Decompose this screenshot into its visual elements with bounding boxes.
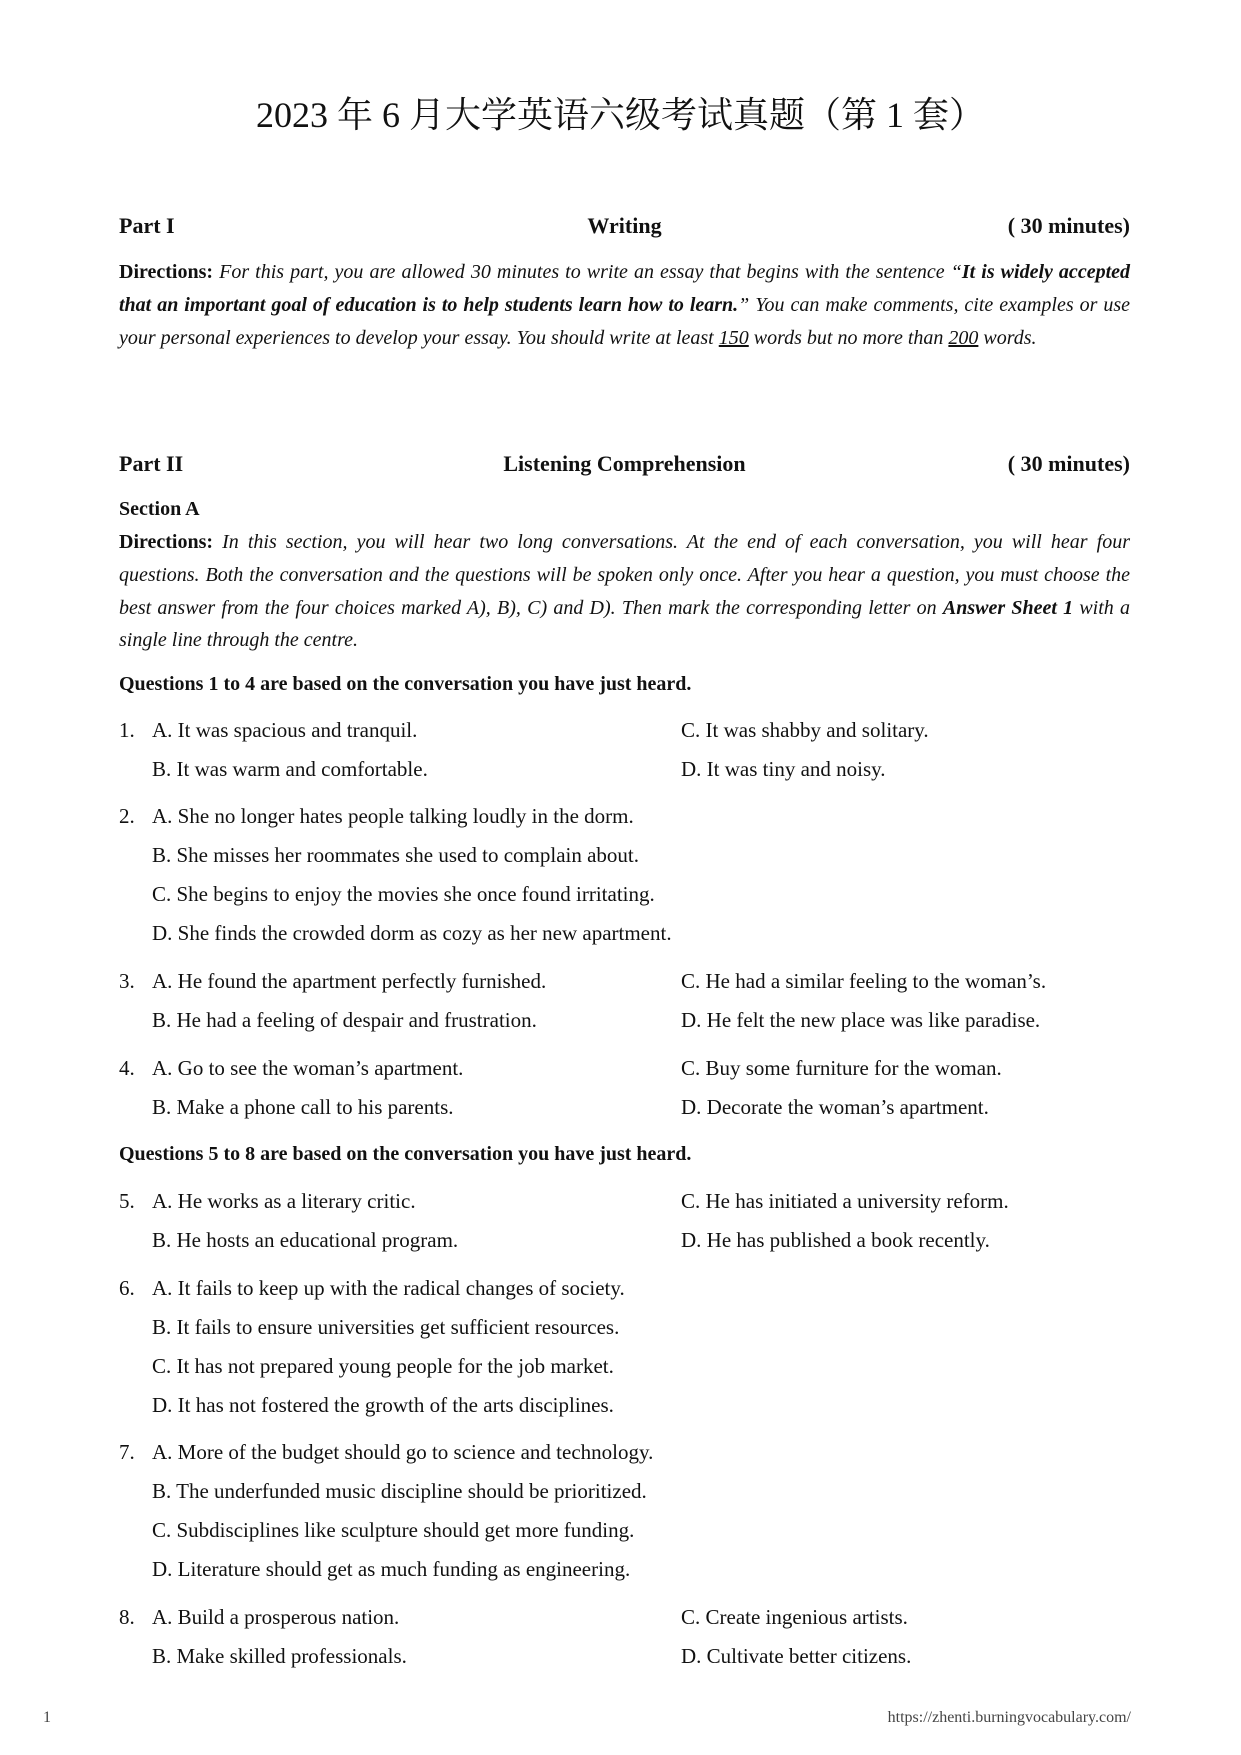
directions-text: ” You can make comments, cite examples or use your personal experiences to develop your essay. You should write at least (119, 293, 1130, 349)
part-1-time: ( 30 minutes) (1007, 213, 1130, 238)
option-c: C. Create ingenious artists. (681, 1605, 908, 1629)
question-group-1-heading: Questions 1 to 4 are based on the conversation you have just heard. (119, 673, 692, 695)
question-number: 8. (119, 1605, 135, 1629)
option-d: D. It has not fostered the growth of the arts disciplines. (152, 1393, 614, 1417)
option-d: D. It was tiny and noisy. (681, 757, 886, 781)
question-number: 4. (119, 1056, 135, 1080)
option-d: D. He felt the new place was like paradise. (681, 1008, 1041, 1032)
part-2-name: Listening Comprehension (503, 451, 746, 476)
option-d: D. Cultivate better citizens. (681, 1644, 912, 1668)
part-2-time: ( 30 minutes) (1007, 451, 1130, 476)
option-a: A. Build a prosperous nation. (152, 1605, 400, 1629)
option-c: C. He has initiated a university reform. (681, 1189, 1009, 1213)
option-a: A. It fails to keep up with the radical changes of society. (152, 1276, 625, 1300)
option-a: A. More of the budget should go to science and technology. (152, 1440, 654, 1464)
part-2-directions (119, 526, 1130, 657)
option-d: D. Literature should get as much funding as engineering. (152, 1557, 631, 1581)
part-1-directions (119, 256, 1130, 354)
directions-text: words. (978, 326, 1037, 349)
option-b: B. It was warm and comfortable. (152, 757, 428, 781)
option-b: B. Make a phone call to his parents. (152, 1095, 454, 1119)
option-a: A. Go to see the woman’s apartment. (152, 1056, 464, 1080)
directions-text: In this section, you will hear two long conversations. At the end of each conversation, you will hear four questions. Both the conversation and the questions will be spoken only once. After you hear a question, you must choose the best answer from the four choices marked A), B), C) and D). Then mark the corresponding letter on (119, 531, 1130, 619)
directions-label: Directions: (119, 261, 214, 283)
option-c: C. Subdisciplines like sculpture should get more funding. (152, 1518, 635, 1542)
option-a: A. He works as a literary critic. (152, 1189, 416, 1213)
part-2-label: Part II (119, 451, 184, 476)
option-d: D. Decorate the woman’s apartment. (681, 1095, 989, 1119)
question-number: 2. (119, 804, 135, 828)
part-1-header (119, 211, 1130, 241)
option-b: B. She misses her roommates she used to complain about. (152, 843, 640, 867)
option-b: B. Make skilled professionals. (152, 1644, 407, 1668)
directions-text: For this part, you are allowed 30 minutes to write an essay that begins with the sentence “ (213, 261, 962, 283)
option-b: B. He hosts an educational program. (152, 1228, 459, 1252)
min-words: 150 (718, 326, 749, 349)
option-a: A. She no longer hates people talking loudly in the dorm. (152, 804, 634, 828)
part-1-name: Writing (587, 213, 662, 238)
option-a: A. He found the apartment perfectly furnished. (152, 969, 547, 993)
question-number: 5. (119, 1189, 135, 1213)
question-number: 6. (119, 1276, 135, 1300)
section-a-label: Section A (119, 498, 200, 520)
option-d: D. He has published a book recently. (681, 1228, 990, 1252)
question-number: 7. (119, 1440, 135, 1464)
directions-label: Directions: (119, 531, 214, 553)
directions-text: words but no more than (748, 326, 949, 349)
page-number: 1 (43, 1709, 51, 1726)
essay-opening-sentence: It is widely accepted that an important goal of education is to help students learn how to learn. (119, 261, 1131, 316)
part-2-header (119, 449, 1130, 479)
option-d: D. She finds the crowded dorm as cozy as her new apartment. (152, 921, 672, 945)
page-title: 2023 年 6 月大学英语六级考试真题（第 1 套） (255, 95, 985, 135)
option-b: B. The underfunded music discipline should be prioritized. (152, 1479, 647, 1503)
option-b: B. He had a feeling of despair and frustration. (152, 1008, 537, 1032)
question-number: 3. (119, 969, 135, 993)
answer-sheet-label: Answer Sheet 1 (942, 596, 1074, 619)
option-b: B. It fails to ensure universities get sufficient resources. (152, 1315, 620, 1339)
option-a: A. It was spacious and tranquil. (152, 718, 418, 742)
option-c: C. Buy some furniture for the woman. (681, 1056, 1002, 1080)
footer-url-link[interactable]: https://zhenti.burningvocabulary.com/ (887, 1709, 1131, 1726)
option-c: C. It was shabby and solitary. (681, 718, 929, 742)
question-group-2-heading: Questions 5 to 8 are based on the conversation you have just heard. (119, 1143, 692, 1165)
question-number: 1. (119, 718, 135, 742)
part-1-label: Part I (119, 213, 175, 238)
max-words: 200 (948, 326, 979, 349)
option-c: C. She begins to enjoy the movies she once found irritating. (152, 882, 655, 906)
option-c: C. It has not prepared young people for the job market. (152, 1354, 614, 1378)
option-c: C. He had a similar feeling to the woman’s. (681, 969, 1047, 993)
directions-text: with a single line through the centre. (119, 596, 1130, 652)
